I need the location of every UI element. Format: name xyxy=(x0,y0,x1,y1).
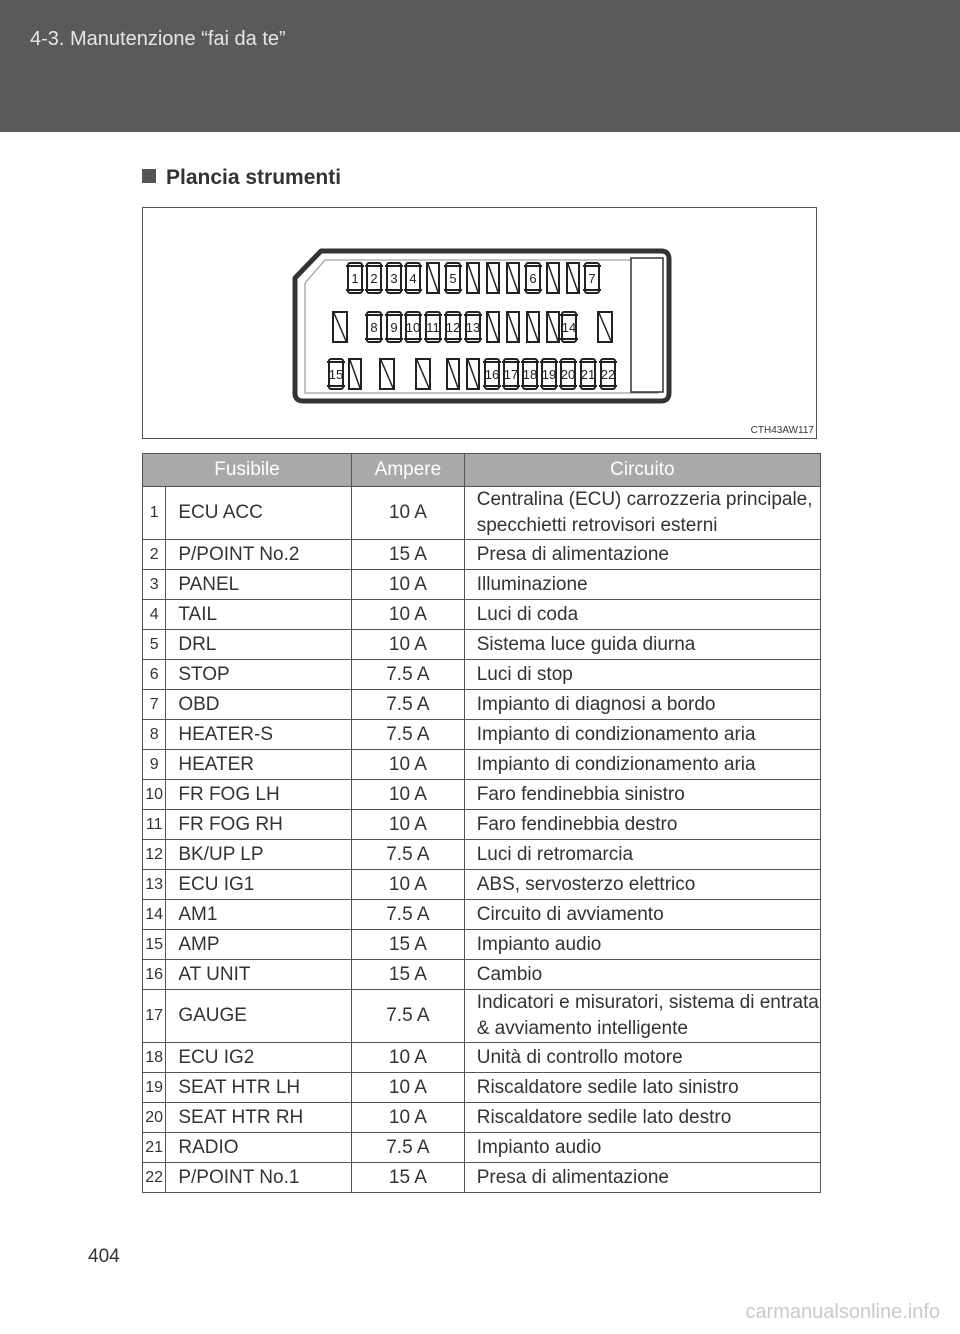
fuse-circuit: Riscaldatore sedile lato destro xyxy=(464,1103,820,1133)
fuse-ampere: 7.5 A xyxy=(352,1133,465,1163)
fuse-name: FR FOG LH xyxy=(166,780,352,810)
fuse-label: 10 xyxy=(405,320,421,335)
fuse-number: 20 xyxy=(143,1103,166,1133)
table-row xyxy=(143,690,821,720)
fuse-box-side-panel xyxy=(631,258,663,392)
fuse-number: 22 xyxy=(143,1163,166,1193)
fuse-label: 14 xyxy=(561,320,577,335)
fuse-label: 8 xyxy=(370,320,378,335)
fuse-label: 20 xyxy=(560,367,576,382)
table-row xyxy=(143,930,821,960)
fuse-label: 16 xyxy=(484,367,500,382)
fuse-label: 9 xyxy=(390,320,398,335)
fuse-label: 11 xyxy=(426,320,440,335)
fuse-circuit: Impianto audio xyxy=(464,930,820,960)
page-header xyxy=(0,0,960,132)
fuse-ampere: 10 A xyxy=(352,810,465,840)
table-row xyxy=(143,810,821,840)
table-row xyxy=(143,660,821,690)
header-ampere: Ampere xyxy=(352,454,465,487)
fuse-ampere: 10 A xyxy=(352,750,465,780)
fuse-circuit: Impianto audio xyxy=(464,1133,820,1163)
fuse-label: 12 xyxy=(445,320,461,335)
fuse-number: 1 xyxy=(143,487,166,540)
section-title-text: Plancia strumenti xyxy=(166,166,342,189)
fuse-name: OBD xyxy=(166,690,352,720)
fuse-ampere: 10 A xyxy=(352,870,465,900)
fuse-name: AM1 xyxy=(166,900,352,930)
fuse-label: 22 xyxy=(600,367,616,382)
fuse-box-diagram xyxy=(142,207,817,439)
fuse-ampere: 7.5 A xyxy=(352,840,465,870)
fuse-label: 4 xyxy=(409,271,417,286)
fuse-ampere: 10 A xyxy=(352,1043,465,1073)
fuse-ampere: 10 A xyxy=(352,630,465,660)
table-row xyxy=(143,570,821,600)
fuse-label: 13 xyxy=(465,320,481,335)
table-row xyxy=(143,1103,821,1133)
section-breadcrumb: 4-3. Manutenzione “fai da te” xyxy=(30,28,286,50)
fuse-circuit: Luci di retromarcia xyxy=(464,840,820,870)
fuse-ampere: 15 A xyxy=(352,930,465,960)
fuse-number: 3 xyxy=(143,570,166,600)
fuse-table xyxy=(142,453,821,1193)
fuse-circuit: Presa di alimentazione xyxy=(464,540,820,570)
fuse-ampere: 7.5 A xyxy=(352,660,465,690)
fuse-name: STOP xyxy=(166,660,352,690)
fuse-name: P/POINT No.1 xyxy=(166,1163,352,1193)
fuse-number: 15 xyxy=(143,930,166,960)
page-number: 404 xyxy=(88,1246,120,1267)
fuse-label: 6 xyxy=(529,271,537,286)
watermark: carmanualsonline.info xyxy=(745,1301,940,1323)
fuse-circuit: Impianto di condizionamento aria xyxy=(464,750,820,780)
fuse-label: 7 xyxy=(588,271,596,286)
fuse-number: 16 xyxy=(143,960,166,990)
fuse-name: RADIO xyxy=(166,1133,352,1163)
fuse-circuit: ABS, servosterzo elettrico xyxy=(464,870,820,900)
fuse-number: 19 xyxy=(143,1073,166,1103)
fuse-ampere: 7.5 A xyxy=(352,720,465,750)
table-row xyxy=(143,1073,821,1103)
fuse-ampere: 10 A xyxy=(352,600,465,630)
fuse-name: BK/UP LP xyxy=(166,840,352,870)
section-title xyxy=(142,166,341,190)
table-header-row xyxy=(143,454,821,487)
fuse-number: 4 xyxy=(143,600,166,630)
table-row xyxy=(143,1133,821,1163)
header-fusibile: Fusibile xyxy=(143,454,352,487)
fuse-circuit: Presa di alimentazione xyxy=(464,1163,820,1193)
table-row xyxy=(143,870,821,900)
fuse-number: 5 xyxy=(143,630,166,660)
fuse-number: 8 xyxy=(143,720,166,750)
fuse-label: 3 xyxy=(390,271,398,286)
fuse-name: SEAT HTR LH xyxy=(166,1073,352,1103)
fuse-ampere: 15 A xyxy=(352,540,465,570)
fuse-ampere: 15 A xyxy=(352,960,465,990)
table-row xyxy=(143,750,821,780)
fuse-label: 1 xyxy=(351,271,359,286)
table-row xyxy=(143,780,821,810)
fuse-circuit: Cambio xyxy=(464,960,820,990)
fuse-circuit: Impianto di diagnosi a bordo xyxy=(464,690,820,720)
fuse-label: 5 xyxy=(449,271,457,286)
table-row xyxy=(143,630,821,660)
fuse-ampere: 15 A xyxy=(352,1163,465,1193)
table-row xyxy=(143,600,821,630)
fuse-name: AMP xyxy=(166,930,352,960)
fuse-ampere: 10 A xyxy=(352,780,465,810)
fuse-number: 9 xyxy=(143,750,166,780)
fuse-number: 12 xyxy=(143,840,166,870)
fuse-name: HEATER-S xyxy=(166,720,352,750)
table-row xyxy=(143,960,821,990)
fuse-name: HEATER xyxy=(166,750,352,780)
fuse-label: 2 xyxy=(370,271,378,286)
fuse-ampere: 10 A xyxy=(352,487,465,540)
fuse-name: ECU ACC xyxy=(166,487,352,540)
fuse-name: GAUGE xyxy=(166,990,352,1043)
fuse-number: 13 xyxy=(143,870,166,900)
fuse-number: 7 xyxy=(143,690,166,720)
fuse-box-illustration xyxy=(143,208,816,438)
fuse-circuit: Faro fendinebbia sinistro xyxy=(464,780,820,810)
fuse-number: 14 xyxy=(143,900,166,930)
fuse-circuit: Faro fendinebbia destro xyxy=(464,810,820,840)
fuse-name: PANEL xyxy=(166,570,352,600)
fuse-ampere: 7.5 A xyxy=(352,690,465,720)
table-row xyxy=(143,487,821,540)
fuse-number: 11 xyxy=(143,810,166,840)
table-row xyxy=(143,900,821,930)
fuse-circuit: Luci di stop xyxy=(464,660,820,690)
fuse-circuit: Luci di coda xyxy=(464,600,820,630)
fuse-name: DRL xyxy=(166,630,352,660)
fuse-circuit: Riscaldatore sedile lato sinistro xyxy=(464,1073,820,1103)
fuse-circuit: Unità di controllo motore xyxy=(464,1043,820,1073)
table-row xyxy=(143,720,821,750)
fuse-name: FR FOG RH xyxy=(166,810,352,840)
fuse-name: ECU IG2 xyxy=(166,1043,352,1073)
fuse-label: 17 xyxy=(503,367,519,382)
fuse-circuit: Centralina (ECU) carrozzeria principale, specchietti retrovisori esterni xyxy=(464,487,820,540)
table-row xyxy=(143,990,821,1043)
fuse-number: 6 xyxy=(143,660,166,690)
fuse-label: 21 xyxy=(580,367,596,382)
table-row xyxy=(143,540,821,570)
fuse-circuit: Impianto di condizionamento aria xyxy=(464,720,820,750)
table-row xyxy=(143,840,821,870)
fuse-label: 19 xyxy=(541,367,557,382)
fuse-number: 21 xyxy=(143,1133,166,1163)
fuse-ampere: 10 A xyxy=(352,1073,465,1103)
fuse-ampere: 10 A xyxy=(352,1103,465,1133)
fuse-circuit: Sistema luce guida diurna xyxy=(464,630,820,660)
fuse-name: ECU IG1 xyxy=(166,870,352,900)
square-bullet-icon xyxy=(142,169,156,183)
fuse-name: P/POINT No.2 xyxy=(166,540,352,570)
fuse-circuit: Indicatori e misuratori, sistema di entrata & avviamento intelligente xyxy=(464,990,820,1043)
table-row xyxy=(143,1163,821,1193)
fuse-label: 18 xyxy=(522,367,538,382)
fuse-name: TAIL xyxy=(166,600,352,630)
table-row xyxy=(143,1043,821,1073)
figure-code: CTH43AW117 xyxy=(750,425,814,436)
fuse-number: 10 xyxy=(143,780,166,810)
fuse-number: 17 xyxy=(143,990,166,1043)
fuse-number: 18 xyxy=(143,1043,166,1073)
fuse-number: 2 xyxy=(143,540,166,570)
fuse-ampere: 7.5 A xyxy=(352,900,465,930)
header-circuito: Circuito xyxy=(464,454,820,487)
fuse-ampere: 7.5 A xyxy=(352,990,465,1043)
fuse-name: AT UNIT xyxy=(166,960,352,990)
fuse-circuit: Circuito di avviamento xyxy=(464,900,820,930)
fuse-circuit: Illuminazione xyxy=(464,570,820,600)
fuse-ampere: 10 A xyxy=(352,570,465,600)
fuse-label: 15 xyxy=(328,367,344,382)
fuse-name: SEAT HTR RH xyxy=(166,1103,352,1133)
